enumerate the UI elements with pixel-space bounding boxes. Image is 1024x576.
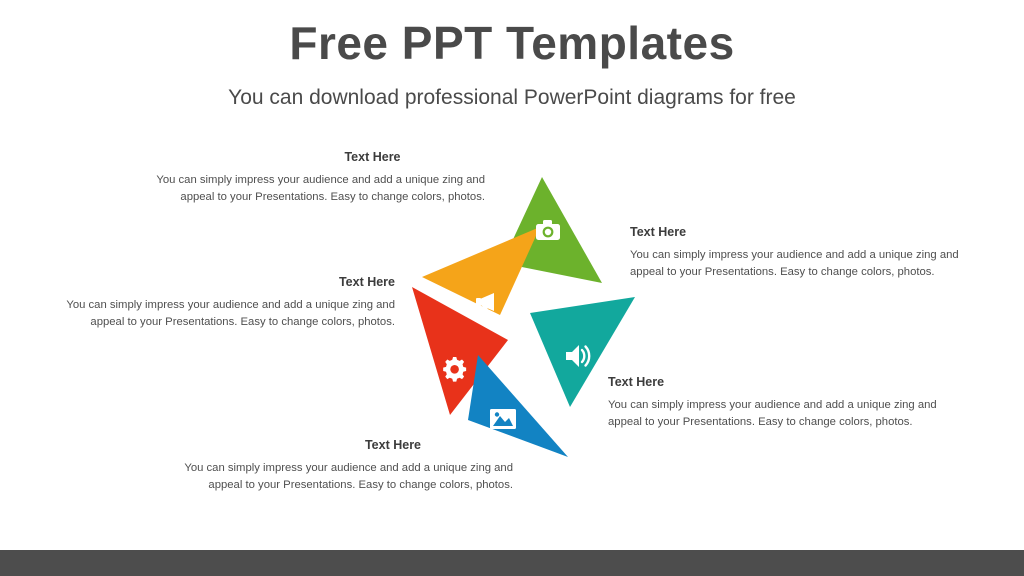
segment-text-right [630,225,960,281]
segment-label: Text Here [364,438,422,452]
segment-text-bottom-right [608,375,938,431]
image-icon [490,409,516,429]
segment-text-left [65,275,395,331]
segment-text-top [150,150,485,206]
segment-label: Text Here [338,275,395,289]
segment-label: Text Here [630,225,687,239]
pinwheel-shapes [390,165,640,475]
segment-description: You can simply impress your audience and add a unique zing and appeal to your Presentations. Easy to change colors, photos. [66,299,395,328]
page-title: Free PPT Templates [289,17,735,69]
segment-description: You can simply impress your audience and add a unique zing and appeal to your Presentations. Easy to change colors, photos. [630,249,959,278]
segment-label: Text Here [344,150,401,164]
segment-description: You can simply impress your audience and add a unique zing and appeal to your Presentations. Easy to change colors, photos. [184,462,513,491]
page-subtitle: You can download professional PowerPoint diagrams for free [228,86,796,109]
segment-label: Text Here [608,375,665,389]
segment-text-bottom [178,438,513,494]
segment-description: You can simply impress your audience and add a unique zing and appeal to your Presentations. Easy to change colors, photos. [608,399,937,428]
footer-bar [0,550,1024,576]
segment-description: You can simply impress your audience and add a unique zing and appeal to your Presentations. Easy to change colors, photos. [156,174,485,203]
gear-icon [443,357,466,382]
pinwheel-diagram [0,130,1024,530]
